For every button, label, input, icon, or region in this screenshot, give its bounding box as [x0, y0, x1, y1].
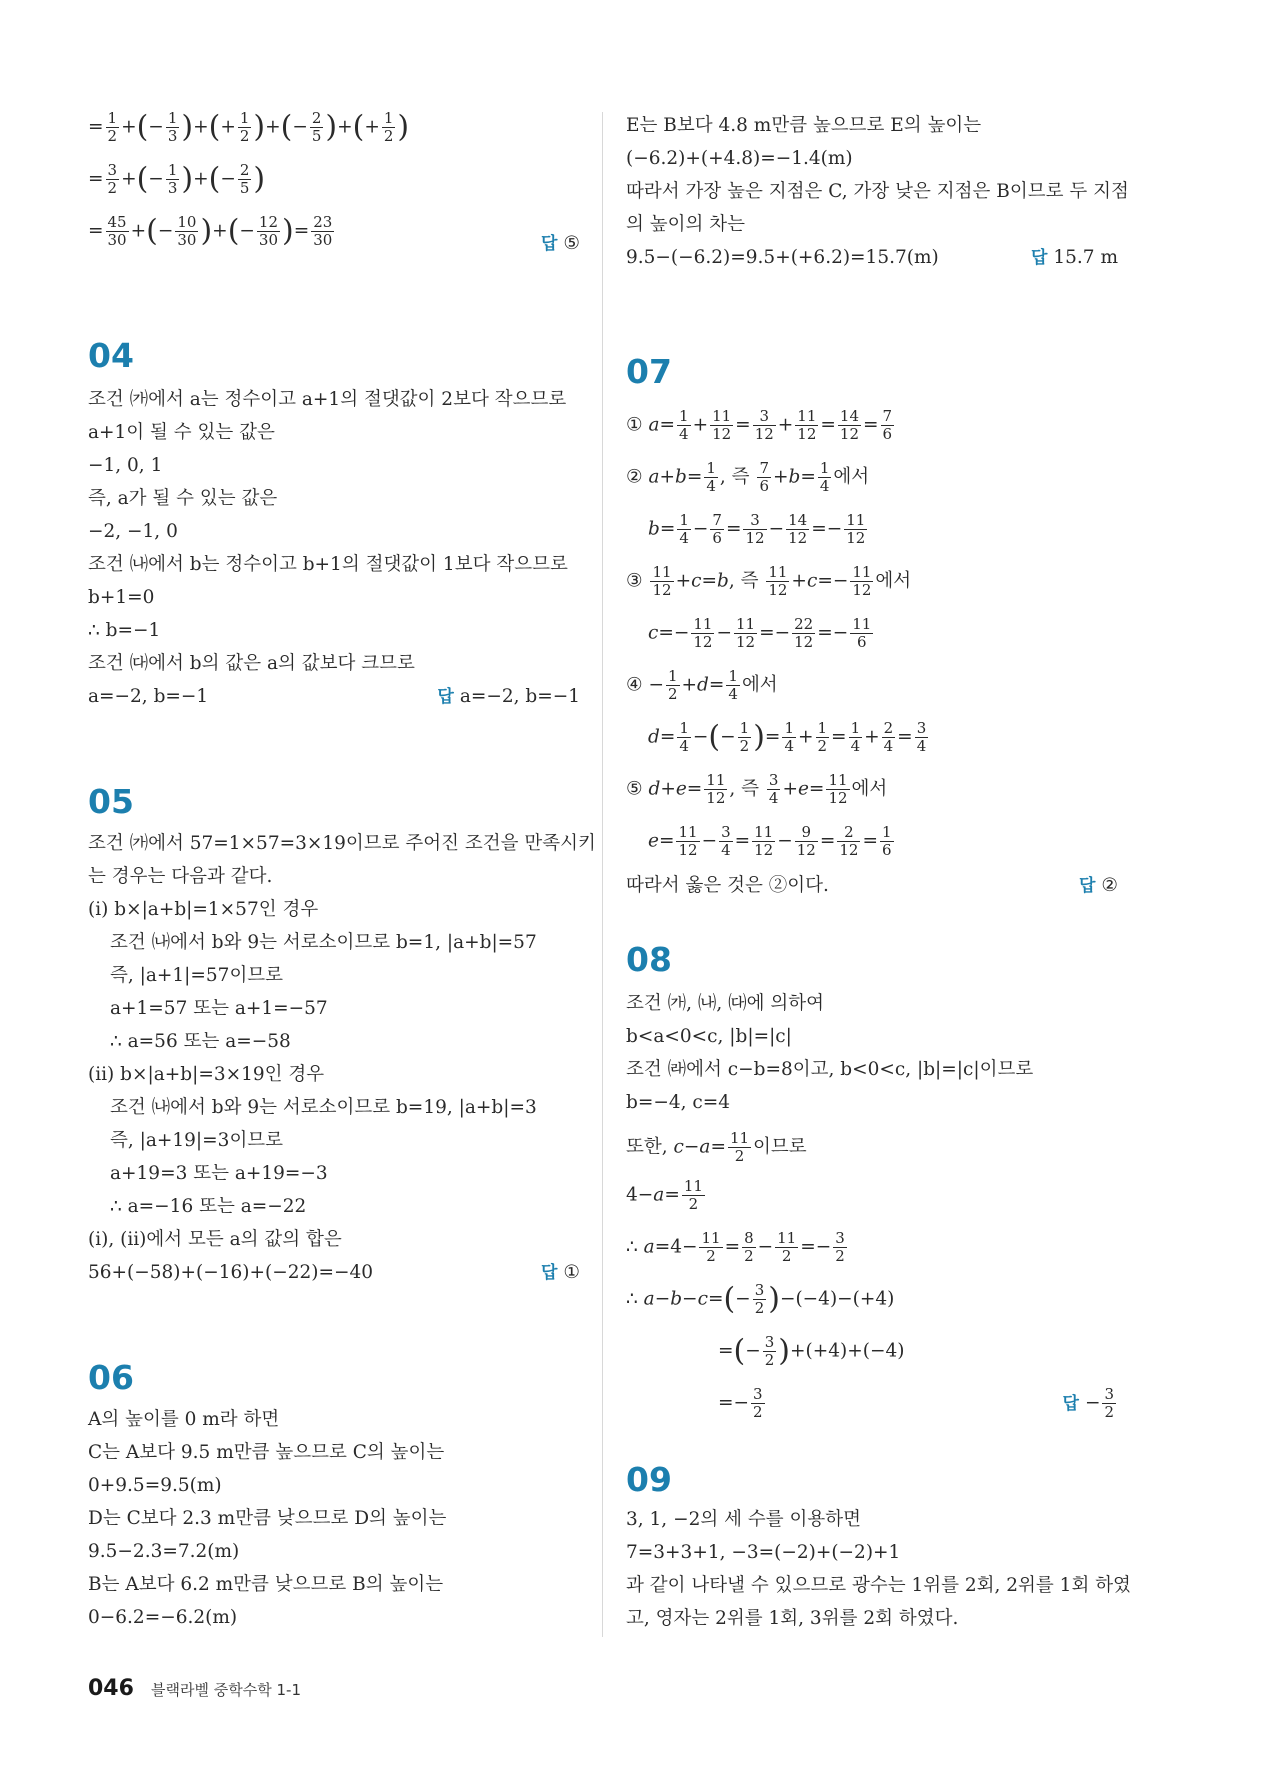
text-line: ∴ b=−1: [88, 620, 161, 641]
math-line-6: ④ − $\frac{1}{2}$ +d= $\frac{1}{4}$ 에서: [626, 667, 778, 703]
text-line: (ⅱ) b×|a+b|=3×19인 경우: [88, 1064, 325, 1085]
answer-value: a=−2, b=−1: [459, 686, 580, 707]
calc-line-1: = $\frac{1}{2}$ +(− $\frac{1}{3}$ )+(+ $\frac{1}{2}$ )+(− $\frac{2}{5}$ )+(+ $\frac{1}{2}$ ): [88, 109, 410, 145]
text-line: 의 높이의 차는: [626, 214, 745, 235]
math-line-9: =(− $\frac{3}{2}$ )+(+4)+(−4): [718, 1333, 905, 1369]
answer-04: [437, 685, 580, 709]
text-line: 조건 ㈎에서 a는 정수이고 a+1의 절댓값이 2보다 작으므로: [88, 389, 567, 410]
answer-tag: 답: [1062, 1393, 1079, 1414]
math-line-10: =− $\frac{3}{2}$: [718, 1385, 763, 1421]
answer-tag: 답: [540, 1263, 558, 1283]
text-line: 조건 ㈎, ㈏, ㈐에 의하여: [626, 993, 825, 1014]
text-line: 즉, |a+1|=57이므로: [110, 965, 284, 986]
math-line-3: b= $\frac{1}{4}$ − $\frac{7}{6}$ = $\frac{3}{12}$ − $\frac{14}{12}$ =− $\frac{11}{12}$: [648, 511, 866, 547]
book-title: 블랙라벨 중학수학 1-1: [151, 1681, 301, 1699]
text-line: 0+9.5=9.5(m): [88, 1475, 222, 1496]
text-line: b=−4, c=4: [626, 1092, 731, 1113]
answer-07: [1079, 874, 1118, 898]
text-line: (ⅰ) b×|a+b|=1×57인 경우: [88, 899, 319, 920]
text-line: A의 높이를 0 m라 하면: [88, 1409, 280, 1430]
text-line: 9.5−2.3=7.2(m): [88, 1541, 240, 1562]
text-line: 즉, |a+19|=3이므로: [110, 1130, 284, 1151]
math-line-7: ∴ a=4− $\frac{11}{2}$ = $\frac{8}{2}$ − $\frac{11}{2}$ =− $\frac{3}{2}$: [626, 1229, 845, 1265]
text-line: (−6.2)+(+4.8)=−1.4(m): [626, 148, 853, 169]
section-number-07: 07: [626, 352, 672, 391]
answer-05: [541, 1261, 580, 1285]
answer-value: ①: [563, 1262, 580, 1283]
math-line-7: d= $\frac{1}{4}$ −(− $\frac{1}{2}$ )= $\frac{1}{4}$ + $\frac{1}{2}$ = $\frac{1}{4}$ + $\frac{2}{4}$ = $\frac{3}{4}$: [648, 719, 927, 755]
math-line-5: 또한, c−a= $\frac{11}{2}$ 이므로: [626, 1129, 807, 1165]
text-line: (ⅰ), (ⅱ)에서 모든 a의 값의 합은: [88, 1229, 342, 1250]
math-line-9: e= $\frac{11}{12}$ − $\frac{3}{4}$ = $\frac{11}{12}$ − $\frac{9}{12}$ = $\frac{2}{12}$ = $\frac{1}{6}$: [648, 823, 892, 859]
text-line: 고, 영자는 2위를 1회, 3위를 2회 하였다.: [626, 1608, 959, 1629]
text-line: −1, 0, 1: [88, 455, 163, 476]
text-line: a+1이 될 수 있는 값은: [88, 422, 275, 443]
column-divider: [602, 112, 603, 1637]
math-line-8: ∴ a−b−c=(− $\frac{3}{2}$ )−(−4)−(+4): [626, 1281, 895, 1317]
text-line: 조건 ㈎에서 57=1×57=3×19이므로 주어진 조건을 만족시키: [88, 833, 596, 854]
text-line: ∴ a=−16 또는 a=−22: [110, 1196, 307, 1217]
text-line: 56+(−58)+(−16)+(−22)=−40: [88, 1262, 374, 1283]
answer-tag: 답: [540, 234, 558, 254]
text-line: a+19=3 또는 a+19=−3: [110, 1163, 328, 1184]
answer-tag: 답: [1078, 876, 1096, 896]
calc-line-2: = $\frac{3}{2}$ +(− $\frac{1}{3}$ )+(− $\frac{2}{5}$ ): [88, 161, 266, 197]
answer-value: ⑤: [563, 233, 580, 254]
answer-tag: 답: [437, 687, 454, 707]
text-line: 3, 1, −2의 세 수를 이용하면: [626, 1509, 861, 1530]
text-line: 0−6.2=−6.2(m): [88, 1607, 238, 1628]
answer-value: ②: [1101, 875, 1118, 896]
text-line: B는 A보다 6.2 m만큼 낮으므로 B의 높이는: [88, 1574, 444, 1595]
answer-03: [541, 232, 580, 256]
page-number: 046: [88, 1676, 134, 1701]
section-number-06: 06: [88, 1358, 134, 1397]
text-line: 따라서 가장 높은 지점은 C, 가장 낮은 지점은 B이므로 두 지점: [626, 181, 1129, 202]
text-line: 는 경우는 다음과 같다.: [88, 866, 273, 887]
text-line: 과 같이 나타낼 수 있으므로 광수는 1위를 2회, 2위를 1회 하였: [626, 1575, 1131, 1596]
text-line: 조건 ㈏에서 b와 9는 서로소이므로 b=1, |a+b|=57: [110, 932, 537, 953]
text-line: 즉, a가 될 수 있는 값은: [88, 488, 278, 509]
math-line-1: ① a= $\frac{1}{4}$ + $\frac{11}{12}$ = $\frac{3}{12}$ + $\frac{11}{12}$ = $\frac{14}{12}$ = $\frac{7}{6}$: [626, 407, 893, 443]
text-line: 조건 ㈏에서 b와 9는 서로소이므로 b=19, |a+b|=3: [110, 1097, 537, 1118]
text-line: b<a<0<c, |b|=|c|: [626, 1026, 792, 1047]
math-line-2: ② a+b= $\frac{1}{4}$ , 즉 $\frac{7}{6}$ +b= $\frac{1}{4}$ 에서: [626, 459, 870, 495]
section-number-08: 08: [626, 940, 672, 979]
text-line: b+1=0: [88, 587, 155, 608]
answer-06: [1031, 246, 1118, 270]
section-number-04: 04: [88, 336, 134, 375]
text-line: 따라서 옳은 것은 ②이다.: [626, 875, 829, 896]
answer-tag: 답: [1030, 248, 1048, 268]
text-line: a=−2, b=−1: [88, 686, 209, 707]
section-number-05: 05: [88, 782, 134, 821]
text-line: 조건 ㈐에서 b의 값은 a의 값보다 크므로: [88, 653, 415, 674]
text-line: 9.5−(−6.2)=9.5+(+6.2)=15.7(m): [626, 247, 939, 268]
math-line-8: ⑤ d+e= $\frac{11}{12}$ , 즉 $\frac{3}{4}$ +e= $\frac{11}{12}$ 에서: [626, 771, 888, 807]
math-line-4: ③ $\frac{11}{12}$ +c=b, 즉 $\frac{11}{12}$ +c=− $\frac{11}{12}$ 에서: [626, 563, 912, 599]
answer-08: 답 − $\frac{3}{2}$: [1062, 1385, 1114, 1421]
answer-value: 15.7 m: [1053, 247, 1118, 268]
text-line: D는 C보다 2.3 m만큼 낮으므로 D의 높이는: [88, 1508, 447, 1529]
math-line-6: 4−a= $\frac{11}{2}$: [626, 1177, 703, 1213]
text-line: E는 B보다 4.8 m만큼 높으므로 E의 높이는: [626, 115, 982, 136]
text-line: ∴ a=56 또는 a=−58: [110, 1031, 291, 1052]
math-line-5: c=− $\frac{11}{12}$ − $\frac{11}{12}$ =− $\frac{22}{12}$ =− $\frac{11}{6}$: [648, 615, 872, 651]
text-line: a+1=57 또는 a+1=−57: [110, 998, 328, 1019]
section-number-09: 09: [626, 1460, 672, 1499]
text-line: 조건 ㈑에서 c−b=8이고, b<0<c, |b|=|c|이므로: [626, 1059, 1034, 1080]
calc-line-3: = $\frac{45}{30}$ +(− $\frac{10}{30}$ )+(− $\frac{12}{30}$ )= $\frac{23}{30}$: [88, 213, 333, 249]
text-line: 7=3+3+1, −3=(−2)+(−2)+1: [626, 1542, 901, 1563]
text-line: C는 A보다 9.5 m만큼 높으므로 C의 높이는: [88, 1442, 445, 1463]
text-line: −2, −1, 0: [88, 521, 178, 542]
text-line: 조건 ㈏에서 b는 정수이고 b+1의 절댓값이 1보다 작으므로: [88, 554, 568, 575]
page-footer: [88, 1676, 301, 1701]
